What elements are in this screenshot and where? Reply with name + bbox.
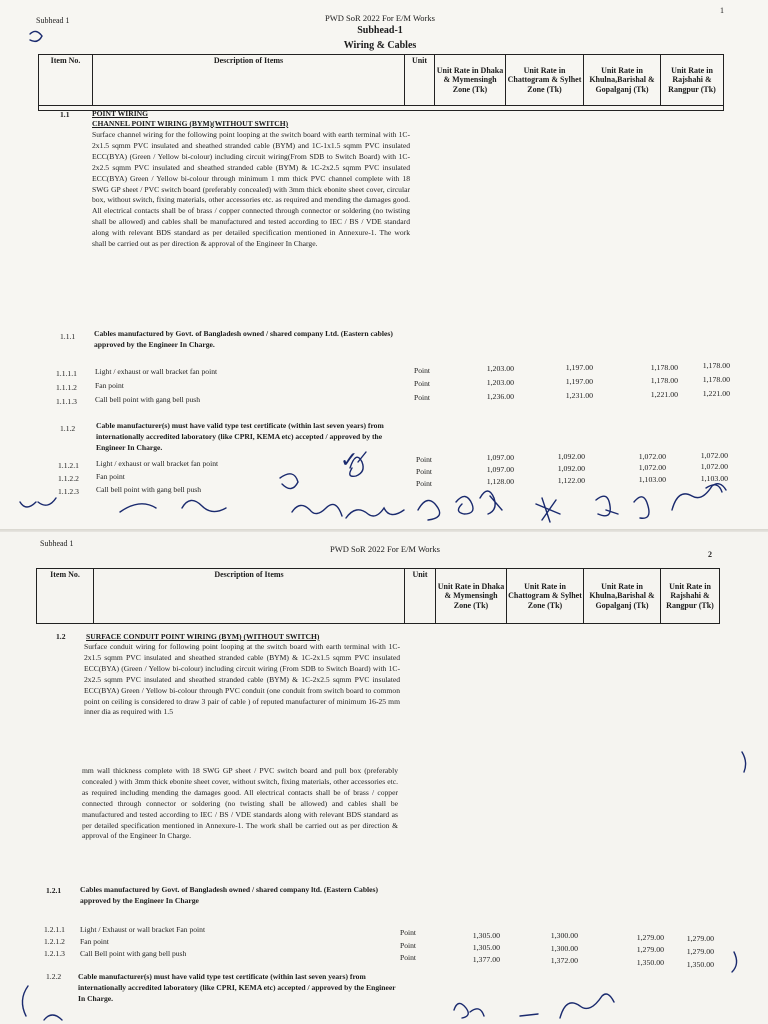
rate-rajshahi: 1,279.00 [686, 934, 714, 943]
row-desc: Call bell point with gang bell push [95, 395, 201, 404]
rate-dhaka: 1,097.00 [486, 465, 514, 474]
row-desc: Light / exhaust or wall bracket fan point [95, 367, 218, 376]
rate-khulna: 1,279.00 [636, 933, 664, 942]
item-no: 1.1 [60, 110, 70, 119]
section-title: Wiring & Cables [343, 40, 417, 51]
rate-khulna: 1,103.00 [638, 475, 666, 484]
row-no: 1.1.1.1 [56, 369, 77, 378]
col-rate-dhaka: Unit Rate in Dhaka & Mymensingh Zone (Tk) [434, 54, 506, 106]
rate-rajshahi: 1,279.00 [686, 947, 714, 956]
rate-dhaka: 1,305.00 [472, 931, 500, 940]
row-unit: Point [400, 953, 417, 962]
rate-rajshahi: 1,221.00 [702, 389, 730, 398]
item-heading: POINT WIRING [92, 109, 149, 118]
rate-rajshahi: 1,072.00 [700, 462, 728, 471]
rate-chattogram: 1,372.00 [550, 956, 578, 965]
rate-rajshahi: 1,103.00 [700, 474, 728, 483]
rate-khulna: 1,072.00 [638, 452, 666, 461]
rate-khulna: 1,279.00 [636, 945, 664, 954]
handwritten-signatures-icon [0, 532, 768, 1024]
row-desc: Fan point [95, 381, 124, 390]
corner-label: Subhead 1 [36, 16, 70, 25]
rate-dhaka: 1,203.00 [486, 378, 514, 387]
rate-dhaka: 1,377.00 [472, 955, 500, 964]
item-subheading: CHANNEL POINT WIRING (BYM)(WITHOUT SWITCH) [92, 119, 289, 128]
row-no: 1.1.2.2 [58, 474, 79, 483]
item-cable-clause: Cables manufactured by Govt. of Bangladesh owned / shared company ltd. (Eastern Cables) approved by the Engineer In Charge [80, 885, 379, 905]
row-unit: Point [416, 467, 433, 476]
row-unit: Point [414, 366, 431, 375]
rate-chattogram: 1,122.00 [557, 476, 585, 485]
row-desc: Call Bell point with gang bell push [80, 949, 187, 958]
corner-label: Subhead 1 [40, 539, 74, 548]
row-desc: Fan point [96, 472, 125, 481]
rate-khulna: 1,178.00 [650, 376, 678, 385]
item-no: 1.1.1 [60, 332, 76, 341]
col-description: Description of Items [92, 54, 405, 106]
item-no: 1.2.1 [46, 886, 62, 895]
page-2 [0, 532, 768, 1024]
col-unit: Unit [404, 568, 436, 624]
rate-chattogram: 1,092.00 [557, 452, 585, 461]
doc-title: PWD SoR 2022 For E/M Works [325, 13, 435, 23]
col-description: Description of Items [93, 568, 405, 624]
rate-chattogram: 1,197.00 [565, 377, 593, 386]
rate-rajshahi: 1,350.00 [686, 960, 714, 969]
row-desc: Light / Exhaust or wall bracket Fan point [80, 925, 206, 934]
item-no: 1.2 [56, 632, 66, 641]
page-number: 1 [720, 6, 724, 15]
rate-dhaka: 1,097.00 [486, 453, 514, 462]
subhead-title: Subhead-1 [357, 25, 403, 36]
row-unit: Point [414, 393, 431, 402]
rate-khulna: 1,178.00 [650, 363, 678, 372]
row-no: 1.2.1.2 [44, 937, 65, 946]
col-rate-rajshahi: Unit Rate in Rajshahi & Rangpur (Tk) [660, 54, 724, 106]
item-heading: SURFACE CONDUIT POINT WIRING (BYM) (WITHOUT SWITCH) [86, 632, 320, 641]
row-unit: Point [416, 479, 433, 488]
rate-chattogram: 1,197.00 [565, 363, 593, 372]
row-no: 1.1.2.1 [58, 461, 79, 470]
row-no: 1.2.1.3 [44, 949, 65, 958]
col-rate-khulna: Unit Rate in Khulna,Barishal & Gopalganj (Tk) [583, 568, 661, 624]
item-specification-text: Surface channel wiring for the following point looping at the switch board with earth terminal with 1C-2x1.5 sqmm PVC insulated and sheathed stranded cable (BYM) and 1C-1x1.5 sqmm PVC insulated ECC(BYA) (Green / Yellow bi-colour) including circuit wiring(From SDB to Switch Board) with 1C-2x2.5 sqmm PVC insulated and sheathed stranded cable (BYM) & 1C-2x2.5 sqmm PVC insulated ECC(BYA) Green / Yellow bi-colour through minimum 1 mm thick PVC channel complete with 18 SWG GP sheet / PVC switch board (preferably concealed) with 3mm thick ebonite sheet cover, circular box, without switch, fixing materials, other accessories etc. as required and mending the damages good. All electrical contacts shall be of brass / copper connected through connector or soldering (no twisting shall be allowed) and cables shall be manufactured and tested according to IEC / BS / VDE standard along with relevant BDS standard as per detailed specification mentioned in Annexure-1. The work shall be carried out as per direction & approval of the Engineer In Charge. [92, 130, 410, 249]
row-unit: Point [416, 455, 433, 464]
item-no: 1.1.2 [60, 424, 76, 433]
row-desc: Fan point [80, 937, 109, 946]
col-rate-khulna: Unit Rate in Khulna,Barishal & Gopalganj (Tk) [583, 54, 661, 106]
rate-rajshahi: 1,178.00 [702, 361, 730, 370]
row-unit: Point [414, 379, 431, 388]
rate-dhaka: 1,128.00 [486, 477, 514, 486]
rate-dhaka: 1,236.00 [486, 392, 514, 401]
row-desc: Call bell point with gang bell push [96, 485, 202, 494]
rate-chattogram: 1,300.00 [550, 931, 578, 940]
col-rate-chattogram: Unit Rate in Chattogram & Sylhet Zone (Tk) [505, 54, 584, 106]
rate-chattogram: 1,300.00 [550, 944, 578, 953]
doc-title: PWD SoR 2022 For E/M Works [330, 544, 440, 554]
col-rate-chattogram: Unit Rate in Chattogram & Sylhet Zone (Tk) [506, 568, 584, 624]
rate-khulna: 1,221.00 [650, 390, 678, 399]
item-specification-text: Surface conduit wiring for following point looping at the switch board with earth terminal with 1C-2x1.5 sqmm PVC insulated and sheathed stranded cable (BYM) & 1C-2x1.5 sqmm PVC insulated ECC(BYA) (Green / Yellow bi-colour) including circuit wiring (From SDB to Switch Board) with 1C-2x2.5 sqmm PVC insulated and sheathed stranded cable (BYM) & 1C-2x2.5 sqmm PVC insulated ECC(BYA) Green / Yellow bi-colour through PVC conduit (one conduit from switch board to common point on ceiling is considered to draw 3 pair of cable ) of reputed manufacturer of minimum 16-25 mm inner dia as required with 1.5 [84, 642, 400, 717]
item-cable-clause: Cable manufacturer(s) must have valid type test certificate (within last seven years) from internationally accredited laboratory (like CPRI, KEMA etc) accepted / approved by the Engineer In Charge. [78, 972, 396, 1003]
col-unit: Unit [404, 54, 435, 106]
rate-dhaka: 1,203.00 [486, 364, 514, 373]
rate-khulna: 1,350.00 [636, 958, 664, 967]
check-mark-icon: ✓ [340, 448, 359, 473]
row-no: 1.1.2.3 [58, 487, 79, 496]
item-cable-clause: Cable manufacturer(s) must have valid type test certificate (within last seven years) from internationally accredited laboratory (like CPRI, KEMA etc) accepted / approved by the Engineer In Charge. [96, 421, 384, 452]
col-rate-rajshahi: Unit Rate in Rajshahi & Rangpur (Tk) [660, 568, 720, 624]
col-item-no: Item No. [38, 54, 93, 106]
rate-dhaka: 1,305.00 [472, 943, 500, 952]
row-no: 1.2.1.1 [44, 925, 65, 934]
item-cable-clause: Cables manufactured by Govt. of Bangladesh owned / shared company Ltd. (Eastern cables) approved by the Engineer In Charge. [94, 329, 393, 349]
rate-rajshahi: 1,178.00 [702, 375, 730, 384]
rate-chattogram: 1,231.00 [565, 391, 593, 400]
col-item-no: Item No. [36, 568, 94, 624]
page-number: 2 [708, 550, 712, 559]
col-rate-dhaka: Unit Rate in Dhaka & Mymensingh Zone (Tk) [435, 568, 507, 624]
rate-chattogram: 1,092.00 [557, 464, 585, 473]
row-no: 1.1.1.3 [56, 397, 77, 406]
rate-khulna: 1,072.00 [638, 463, 666, 472]
rate-rajshahi: 1,072.00 [700, 451, 728, 460]
row-desc: Light / exhaust or wall bracket fan point [96, 459, 219, 468]
row-no: 1.1.1.2 [56, 383, 77, 392]
item-specification-text-continued: mm wall thickness complete with 18 SWG GP sheet / PVC switch board and pull box (preferably concealed ) with 3mm thick ebonite sheet cover, without switch, fixing materials, other accessories etc. as required including mending the damages good. All electrical contacts shall be of brass / copper connected through connector or soldering (no twisting shall be allowed) and cables shall be manufactured and tested according to IEC / BS / VDE standards along with relevant BDS standard as per detailed specification mentioned in Annexure-1. The work shall be carried out as per direction & approval of the Engineer In Charge. [82, 766, 398, 841]
item-no: 1.2.2 [46, 972, 62, 981]
row-unit: Point [400, 941, 417, 950]
row-unit: Point [400, 928, 417, 937]
